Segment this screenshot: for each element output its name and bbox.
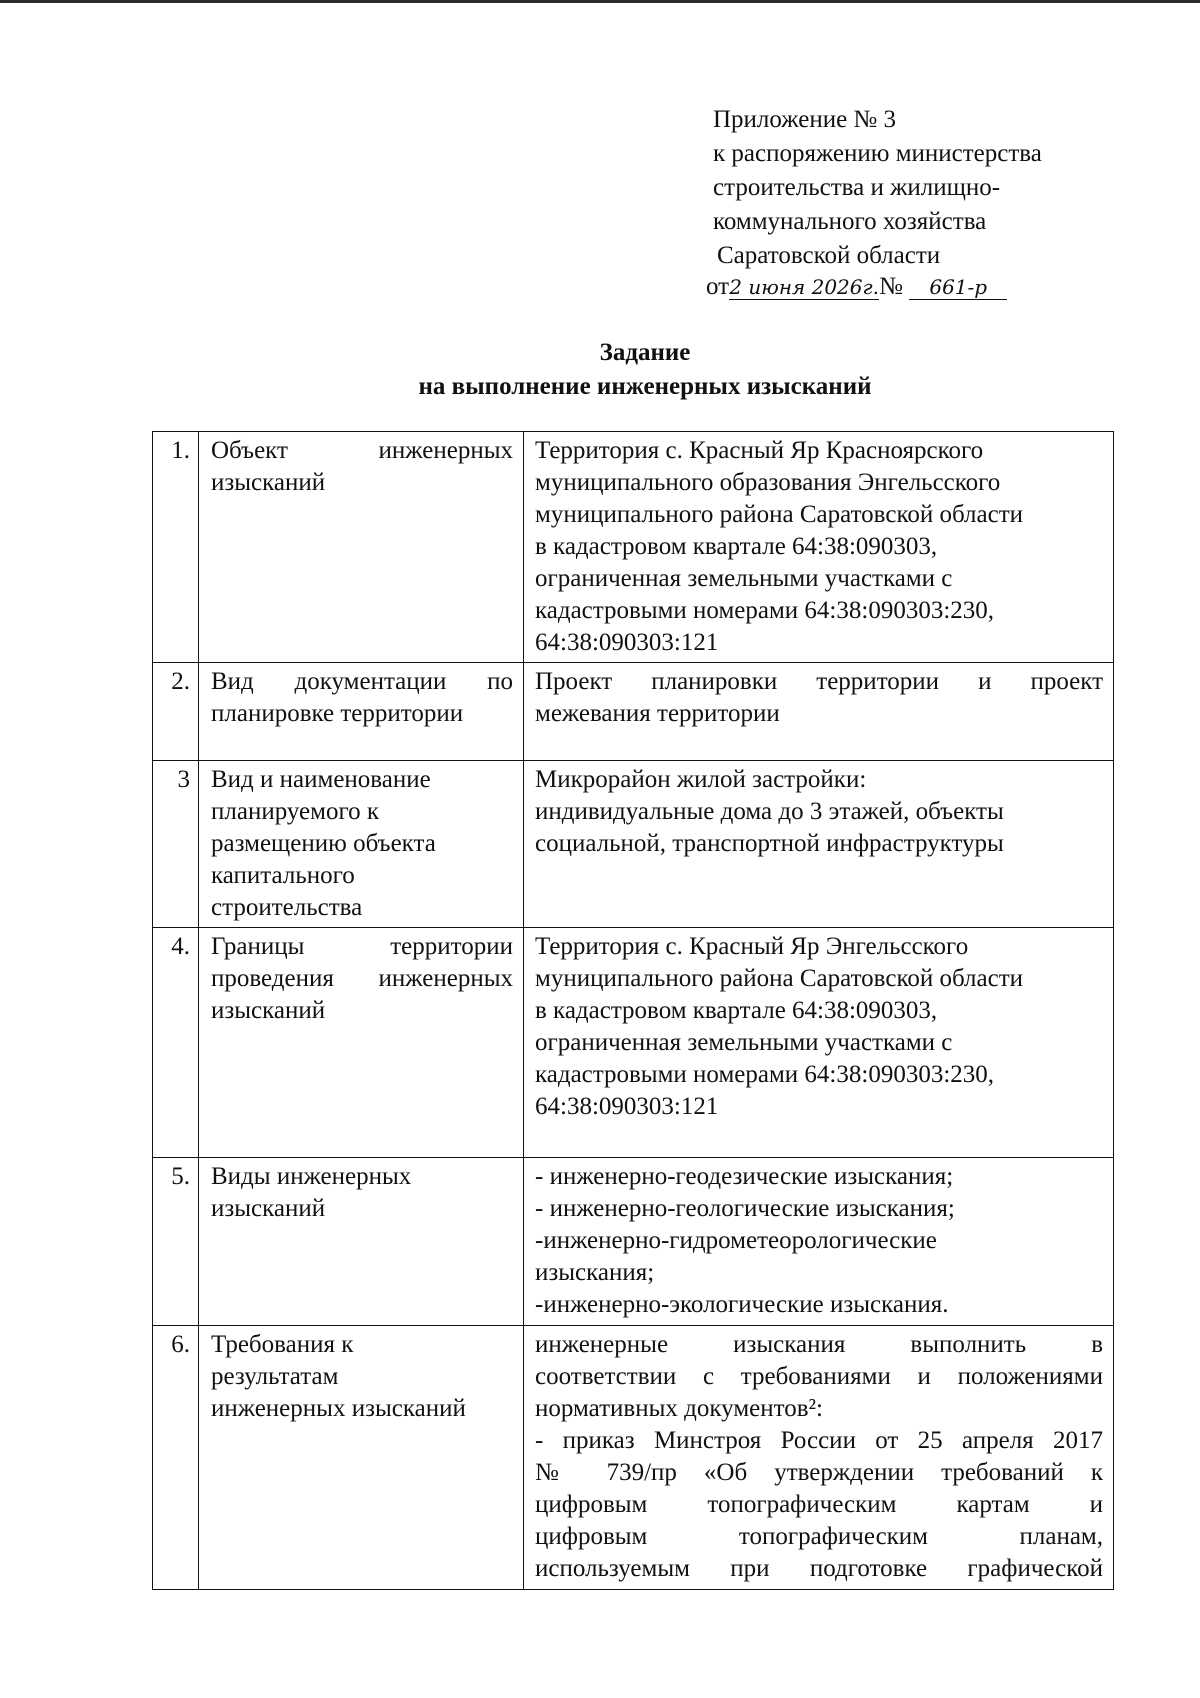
row-number: 6. xyxy=(153,1326,199,1590)
row-value: - инженерно-геодезические изыскания; - инженерно-геологические изыскания; -инженерно-гидрометеорологические изыскания; -инженерно-экологические изыскания. xyxy=(524,1158,1114,1326)
table-row xyxy=(153,928,1114,1158)
row-label: Вид и наименование планируемого к размещению объекта капитального строительства xyxy=(199,761,524,928)
table-row xyxy=(153,663,1114,761)
title-line: на выполнение инженерных изысканий xyxy=(418,373,872,400)
row-label: Вид документации по планировке территории xyxy=(199,663,524,761)
appendix-line: строительства и жилищно- xyxy=(713,174,1001,201)
order-date-line xyxy=(706,270,1007,304)
table-row xyxy=(153,1158,1114,1326)
row-number: 2. xyxy=(153,663,199,761)
date-prefix: от xyxy=(706,273,730,300)
document-title xyxy=(0,336,1200,404)
appendix-number: Приложение № 3 xyxy=(713,106,897,133)
table-row xyxy=(153,1326,1114,1590)
row-number: 3 xyxy=(153,761,199,928)
appendix-line: Саратовской области xyxy=(717,242,941,269)
row-label: Объект инженерных изысканий xyxy=(199,432,524,663)
row-value: Территория с. Красный Яр Красноярского муниципального образования Энгельсского муниципального района Саратовской области в кадастровом квартале 64:38:090303, ограниченная земельными участками с кадастровыми номерами 64:38:090303:230, 64:38:090303:121 xyxy=(524,432,1114,663)
appendix-line: к распоряжению министерства xyxy=(713,140,1042,167)
row-label: Виды инженерных изысканий xyxy=(199,1158,524,1326)
scan-edge xyxy=(0,0,1200,3)
requirements-table xyxy=(152,431,1114,1590)
number-label: № xyxy=(879,273,903,300)
handwritten-number: 661-р xyxy=(909,275,1007,300)
row-number: 4. xyxy=(153,928,199,1158)
row-label: Требования к результатам инженерных изысканий xyxy=(199,1326,524,1590)
row-value: Микрорайон жилой застройки: индивидуальные дома до 3 этажей, объекты социальной, транспортной инфраструктуры xyxy=(524,761,1114,928)
row-number: 1. xyxy=(153,432,199,663)
handwritten-date: 2 июня 2026г. xyxy=(729,275,879,299)
appendix-line: коммунального хозяйства xyxy=(713,208,987,235)
row-number: 5. xyxy=(153,1158,199,1326)
row-value: Территория с. Красный Яр Энгельсского муниципального района Саратовской области в кадастровом квартале 64:38:090303, ограниченная земельными участками с кадастровыми номерами 64:38:090303:230, 64:38:090303:121 xyxy=(524,928,1114,1158)
appendix-header xyxy=(713,103,1042,273)
title-line: Задание xyxy=(599,339,691,366)
row-label: Границы территории проведения инженерных изысканий xyxy=(199,928,524,1158)
row-value: Проект планировки территории и проект межевания территории xyxy=(524,663,1114,761)
table-row xyxy=(153,432,1114,663)
table-row xyxy=(153,761,1114,928)
row-value: инженерные изыскания выполнить в соответствии с требованиями и положениями нормативных документов²: - приказ Минстроя России от 25 апреля 2017 № 739/пр «Об утверждении требований к цифровым топографическим картам и цифровым топографическим планам, используемым при подготовке графической xyxy=(524,1326,1114,1590)
